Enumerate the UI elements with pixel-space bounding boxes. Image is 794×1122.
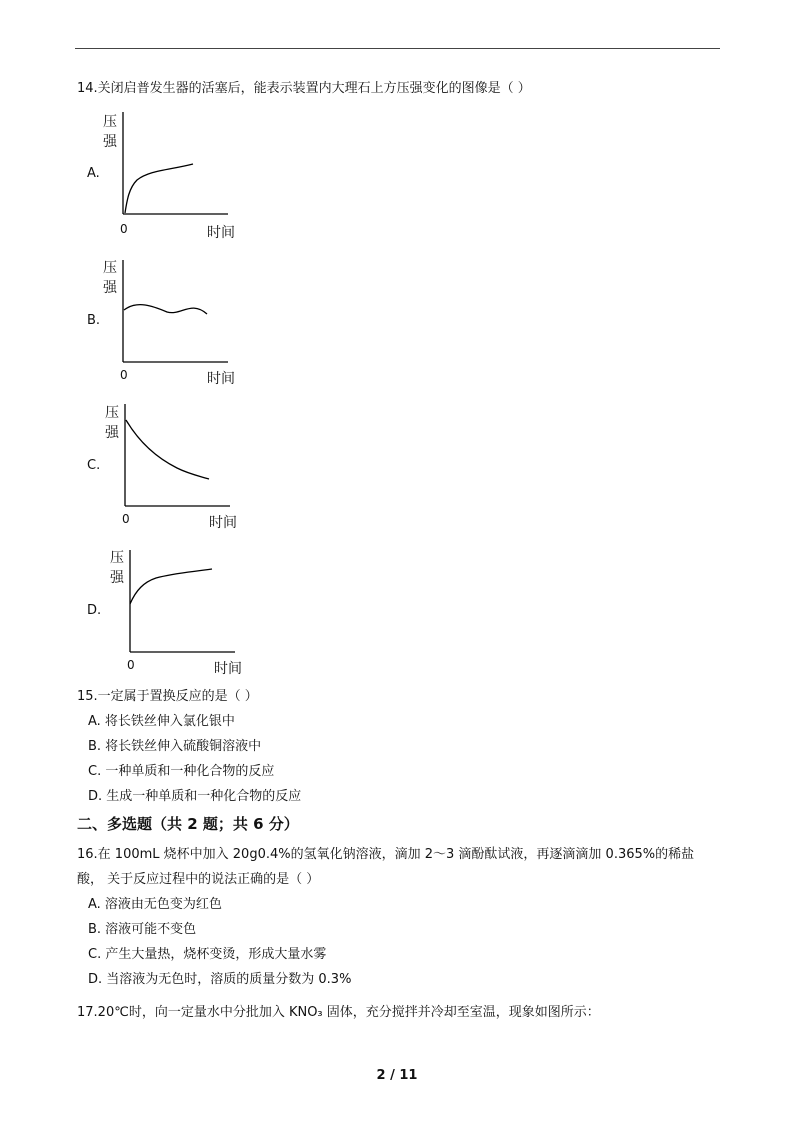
q16-option-c: C. 产生大量热，烧杯变烫，形成大量水雾 (88, 947, 327, 962)
option-b-label: B. (87, 313, 101, 328)
page-number: 2 / 11 (376, 1068, 418, 1083)
y-axis-label: 压强 (105, 405, 119, 441)
graph-b-plot (115, 256, 235, 366)
option-a-label: A. (87, 166, 100, 181)
y-axis-label: 压强 (110, 550, 124, 586)
origin-label: 0 (122, 512, 130, 526)
q15-option-c: C. 一种单质和一种化合物的反应 (88, 764, 275, 779)
q16-stem-line2: 酸， 关于反应过程中的说法正确的是（ ） (77, 872, 320, 887)
section-heading: 二、多选题（共 2 题；共 6 分） (77, 815, 299, 833)
option-d-label: D. (87, 603, 102, 618)
x-axis-label: 时间 (207, 371, 235, 387)
q16-stem-line1: 16.在 100mL 烧杯中加入 20g0.4%的氢氧化钠溶液，滴加 2～3 滴酚酞试液，再逐滴滴加 0.365%的稀盐 (77, 847, 695, 862)
q15-stem: 15.一定属于置换反应的是（ ） (77, 689, 258, 704)
origin-label: 0 (120, 222, 128, 236)
x-axis-label: 时间 (207, 225, 235, 241)
origin-label: 0 (120, 368, 128, 382)
pressure-curve (125, 164, 193, 213)
graph-a-plot (115, 108, 235, 218)
x-axis-label: 时间 (214, 661, 242, 677)
q16-option-a: A. 溶液由无色变为红色 (88, 897, 222, 912)
q15-option-b: B. 将长铁丝伸入硫酸铜溶液中 (88, 739, 262, 754)
pressure-curve (124, 305, 207, 314)
q15-option-a: A. 将长铁丝伸入氯化银中 (88, 714, 235, 729)
graph-d-plot (122, 546, 242, 656)
q16-option-b: B. 溶液可能不变色 (88, 922, 197, 937)
pressure-curve (126, 420, 209, 479)
q17-stem: 17.20℃时，向一定量水中分批加入 KNO₃ 固体，充分搅拌并冷却至室温，现象如图所示： (77, 1005, 600, 1020)
header-rule (75, 48, 720, 49)
graph-c-plot (117, 400, 237, 510)
x-axis-label: 时间 (209, 515, 237, 531)
q14-stem: 14.关闭启普发生器的活塞后，能表示装置内大理石上方压强变化的图像是（ ） (77, 81, 531, 96)
q16-option-d: D. 当溶液为无色时，溶质的质量分数为 0.3% (88, 972, 352, 987)
y-axis-label: 压强 (103, 114, 117, 150)
origin-label: 0 (127, 658, 135, 672)
y-axis-label: 压强 (103, 260, 117, 296)
option-c-label: C. (87, 458, 101, 473)
pressure-curve (130, 569, 212, 604)
q15-option-d: D. 生成一种单质和一种化合物的反应 (88, 789, 302, 804)
